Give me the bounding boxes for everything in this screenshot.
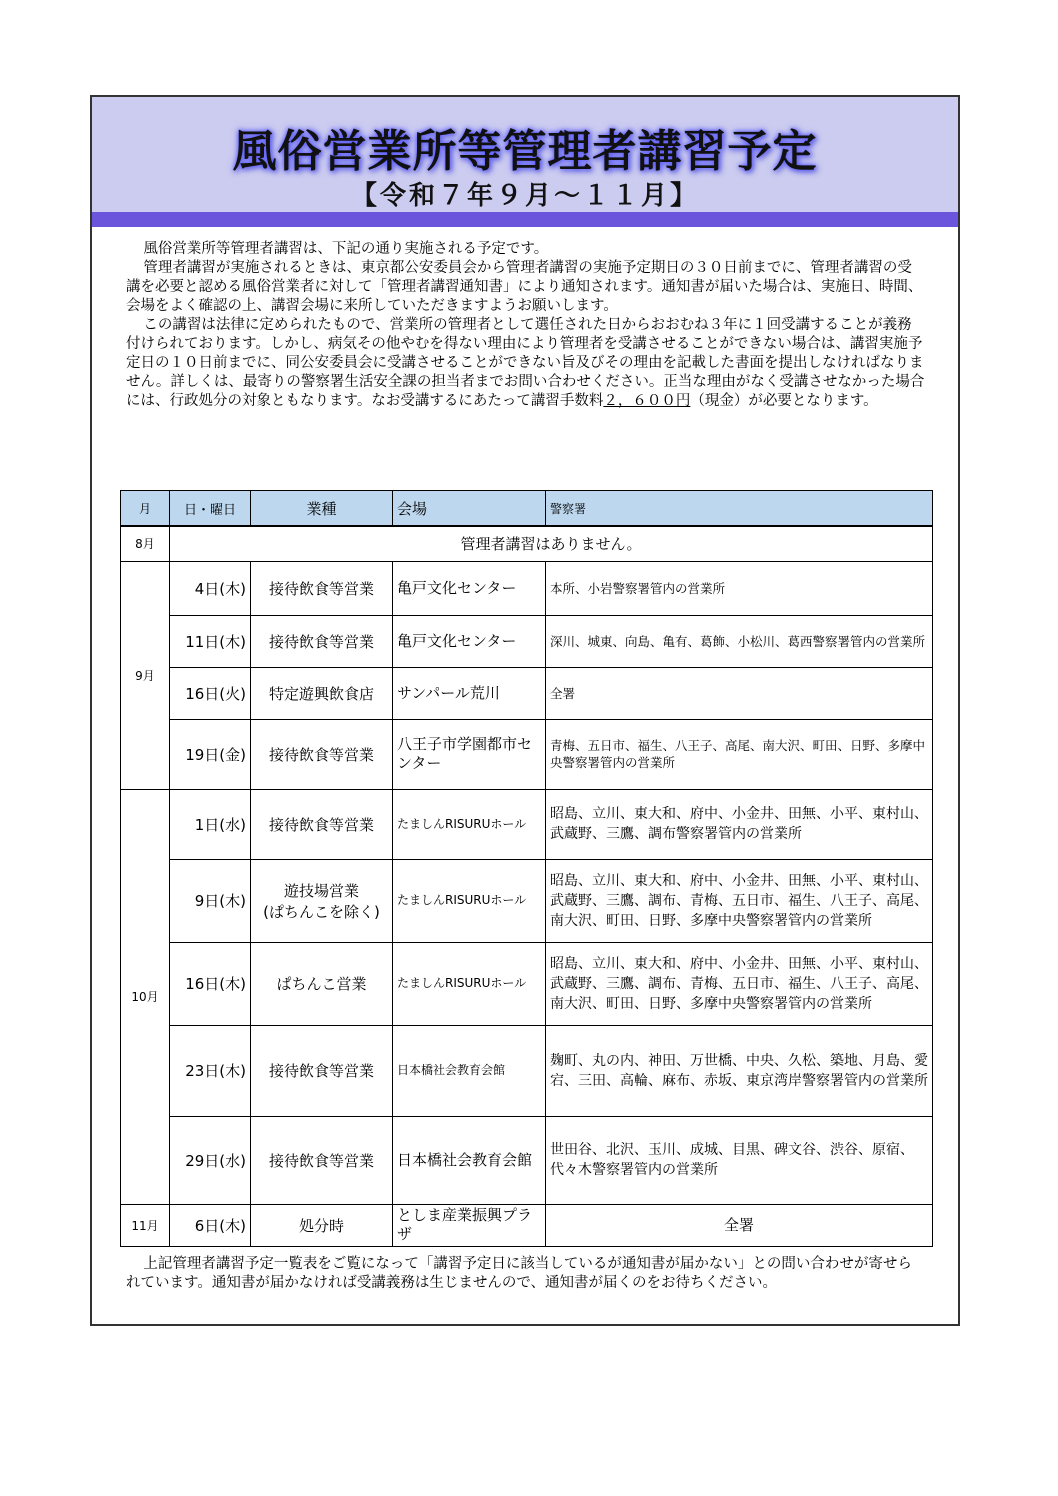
day-cell: 1日(水) (170, 789, 251, 859)
footer-note (126, 1255, 926, 1293)
day-cell: 19日(金) (170, 719, 251, 789)
venue-cell: 八王子市学園都市センター (393, 719, 546, 789)
station-cell: 昭島、立川、東大和、府中、小金井、田無、小平、東村山、武蔵野、三鷹、調布、青梅、五日市、福生、八王子、高尾、南大沢、町田、日野、多摩中央警察署管内の営業所 (546, 942, 933, 1025)
station-cell: 昭島、立川、東大和、府中、小金井、田無、小平、東村山、武蔵野、三鷹、調布警察署管内の営業所 (546, 789, 933, 859)
industry-cell: 処分時 (251, 1204, 393, 1246)
industry-line-1: 遊技場営業 (283, 881, 359, 900)
page-title: 風俗営業所等管理者講習予定 (232, 126, 818, 177)
schedule-table (120, 490, 933, 1247)
station-cell: 全署 (546, 1204, 933, 1246)
venue-cell: たましんRISURUホール (393, 859, 546, 942)
month-cell: 11月 (121, 1204, 170, 1246)
table-row-august (121, 526, 933, 561)
intro-paragraph-3-start: この講習は法律に定められたもので、営業所の管理者として選任された日からおおむね３年に１回受講することが義務付けられております。しかし、病気その他やむを得ない理由により管理者を受講させることができない場合は、講習実施予定日の１０日前までに、同公安委員会に受講させることができない旨及びその理由を記載した書面を提出しなければなりません。詳しくは、最寄りの警察署生活安全課の担当者までお問い合わせください。正当な理由がなく受講させなかった場合には、行政処分の対象ともなります。なお受講するにあたって講習手数料 (126, 317, 925, 409)
table-row (121, 1025, 933, 1116)
station-cell: 昭島、立川、東大和、府中、小金井、田無、小平、東村山、武蔵野、三鷹、調布、青梅、五日市、福生、八王子、高尾、南大沢、町田、日野、多摩中央警察署管内の営業所 (546, 859, 933, 942)
month-cell: 9月 (121, 561, 170, 789)
month-cell: 8月 (121, 526, 170, 561)
industry-line-2: (ぱちんこを除く) (263, 902, 380, 921)
intro-paragraph-3 (126, 316, 926, 411)
venue-cell: 日本橋社会教育会館 (393, 1025, 546, 1116)
venue-cell: としま産業振興プラザ (393, 1204, 546, 1246)
header-month: 月 (121, 491, 170, 527)
venue-cell: サンパール荒川 (393, 667, 546, 719)
station-cell: 本所、小岩警察署管内の営業所 (546, 561, 933, 615)
day-cell: 6日(木) (170, 1204, 251, 1246)
header-station: 警察署 (546, 491, 933, 527)
day-cell: 16日(木) (170, 942, 251, 1025)
venue-cell: たましんRISURUホール (393, 942, 546, 1025)
station-cell: 全署 (546, 667, 933, 719)
station-cell: 麹町、丸の内、神田、万世橋、中央、久松、築地、月島、愛宕、三田、高輪、麻布、赤坂、東京湾岸警察署管内の営業所 (546, 1025, 933, 1116)
industry-cell: 接待飲食等営業 (251, 1116, 393, 1204)
period-subtitle: 【令和７年９月～１１月】 (350, 181, 699, 211)
industry-cell: 接待飲食等営業 (251, 1025, 393, 1116)
table-row (121, 667, 933, 719)
venue-cell: たましんRISURUホール (393, 789, 546, 859)
industry-cell: 接待飲食等営業 (251, 789, 393, 859)
table-row (121, 789, 933, 859)
table-row (121, 719, 933, 789)
day-cell: 9日(木) (170, 859, 251, 942)
intro-paragraph-2: 管理者講習が実施されるときは、東京都公安委員会から管理者講習の実施予定期日の３０日前までに、管理者講習の受講を必要と認める風俗営業者に対して「管理者講習通知書」により通知されます。通知書が届いた場合は、実施日、時間、会場をよく確認の上、講習会場に来所していただきますようお願いします。 (126, 260, 923, 314)
day-cell: 29日(水) (170, 1116, 251, 1204)
venue-cell: 亀戸文化センター (393, 561, 546, 615)
table-header-row (121, 491, 933, 527)
intro-paragraph-3-end: （現金）が必要となります。 (690, 393, 878, 409)
table-row (121, 942, 933, 1025)
industry-cell: 接待飲食等営業 (251, 561, 393, 615)
header-industry: 業種 (251, 491, 393, 527)
industry-cell: ぱちんこ営業 (251, 942, 393, 1025)
header-divider-bar (92, 212, 958, 227)
day-cell: 11日(木) (170, 615, 251, 667)
station-cell: 世田谷、北沢、玉川、成城、目黒、碑文谷、渋谷、原宿、代々木警察署管内の営業所 (546, 1116, 933, 1204)
day-cell: 4日(木) (170, 561, 251, 615)
day-cell: 16日(火) (170, 667, 251, 719)
fee-amount: ２，６００円 (603, 393, 691, 409)
document-frame (90, 95, 960, 1326)
table-row (121, 859, 933, 942)
station-cell: 深川、城東、向島、亀有、葛飾、小松川、葛西警察署管内の営業所 (546, 615, 933, 667)
industry-cell: 特定遊興飲食店 (251, 667, 393, 719)
day-cell: 23日(木) (170, 1025, 251, 1116)
industry-cell (251, 859, 393, 942)
industry-cell: 接待飲食等営業 (251, 719, 393, 789)
industry-cell: 接待飲食等営業 (251, 615, 393, 667)
table-row (121, 561, 933, 615)
no-lecture-note: 管理者講習はありません。 (170, 526, 933, 561)
header-venue: 会場 (393, 491, 546, 527)
venue-cell: 亀戸文化センター (393, 615, 546, 667)
table-row (121, 615, 933, 667)
table-row (121, 1116, 933, 1204)
table-row (121, 1204, 933, 1246)
venue-cell: 日本橋社会教育会館 (393, 1116, 546, 1204)
month-cell: 10月 (121, 789, 170, 1204)
intro-text (126, 240, 926, 411)
intro-paragraph-1: 風俗営業所等管理者講習は、下記の通り実施される予定です。 (143, 241, 549, 257)
station-cell: 青梅、五日市、福生、八王子、高尾、南大沢、町田、日野、多摩中央警察署管内の営業所 (546, 719, 933, 789)
header-day: 日・曜日 (170, 491, 251, 527)
footer-paragraph: 上記管理者講習予定一覧表をご覧になって「講習予定日に該当しているが通知書が届かない」との問い合わせが寄せられています。通知書が届かなければ受講義務は生じませんので、通知書が届くのをお待ちください。 (126, 1256, 912, 1291)
header-banner (92, 97, 958, 212)
